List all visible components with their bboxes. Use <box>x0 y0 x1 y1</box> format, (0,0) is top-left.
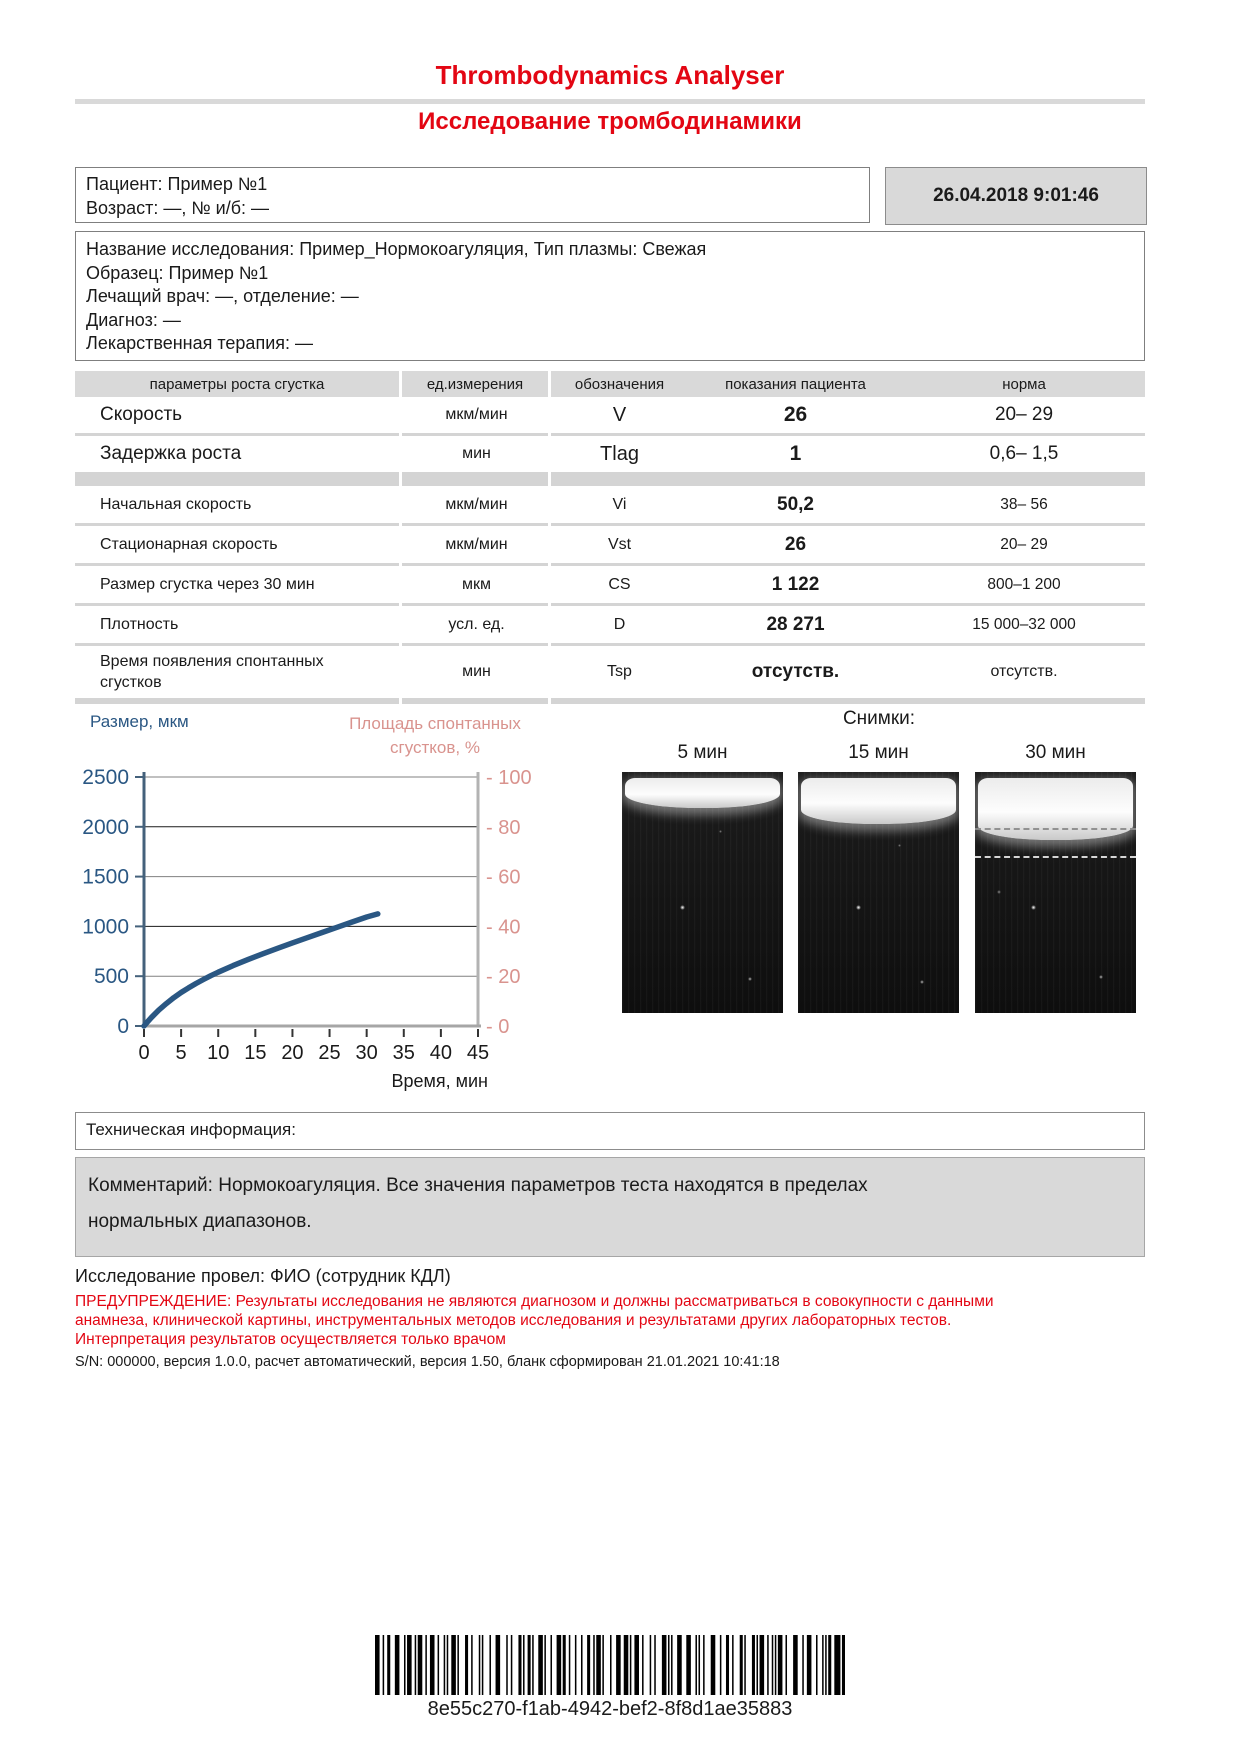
table-row <box>75 646 1145 698</box>
norm-cell: 15 000–32 000 <box>972 615 1076 633</box>
param-cell: Размер сгустка через 30 мин <box>100 575 315 593</box>
image-speckle <box>719 830 722 833</box>
norm-cell: 20– 29 <box>1000 535 1048 553</box>
snapshot-label-5min: 5 мин <box>677 742 728 763</box>
app-title: Thrombodynamics Analyser <box>435 60 785 90</box>
param-cell: Скорость <box>100 404 183 425</box>
operator-line: Исследование провел: ФИО (сотрудник КДЛ) <box>75 1266 451 1286</box>
clot-boundary-dashed-line <box>975 856 1136 858</box>
row-separator <box>75 698 1145 704</box>
results-table <box>75 371 1145 704</box>
value-cell: 1 <box>789 442 802 465</box>
study-datetime: 26.04.2018 9:01:46 <box>885 167 1147 225</box>
clot-band <box>801 778 956 824</box>
unit-cell: мин <box>462 445 491 462</box>
technical-info-box: Техническая информация: <box>75 1112 1145 1150</box>
column-header: показания пациента <box>688 371 903 397</box>
study-info-line: Диагноз: — <box>86 309 181 330</box>
table-row <box>75 606 1145 643</box>
image-speckle <box>898 844 901 847</box>
patient-age-line: Возраст: —, № и/б: — <box>86 198 270 218</box>
study-info-line: Образец: Пример №1 <box>86 262 269 283</box>
svg-text:45: 45 <box>466 1042 490 1064</box>
table-row <box>75 397 1145 433</box>
svg-text:1500: 1500 <box>82 865 129 889</box>
column-header: обозначения <box>551 371 688 397</box>
svg-text:2000: 2000 <box>82 815 129 839</box>
svg-text:20: 20 <box>281 1042 304 1064</box>
comment-text: Комментарий: Нормокоагуляция. Все значения параметров теста находятся в пределах нормальных диапазонов. <box>88 1175 868 1232</box>
row-separator <box>75 472 1145 486</box>
norm-cell: 20– 29 <box>994 404 1054 425</box>
param-cell: Стационарная скорость <box>100 535 278 553</box>
unit-cell: мкм/мин <box>445 406 508 423</box>
svg-text:1000: 1000 <box>82 915 129 939</box>
table-row <box>75 436 1145 472</box>
image-speckle <box>997 890 1001 894</box>
value-cell: 50,2 <box>777 493 814 515</box>
svg-text:15: 15 <box>244 1042 267 1064</box>
clot-boundary-dashed-line <box>975 828 1136 830</box>
study-info-line: Лекарственная терапия: — <box>86 333 313 353</box>
svg-text:- 40: - 40 <box>486 916 521 939</box>
norm-cell: 0,6– 1,5 <box>989 443 1059 464</box>
svg-text:- 80: - 80 <box>486 816 521 839</box>
study-info-line: Лечащий врач: —, отделение: — <box>86 286 359 306</box>
table-header-row <box>75 371 1145 397</box>
svg-text:- 100: - 100 <box>486 767 532 789</box>
param-cell: Задержка роста <box>100 443 242 464</box>
symbol-cell: CS <box>608 575 631 593</box>
value-cell: 26 <box>783 403 808 426</box>
title-divider <box>75 99 1145 104</box>
study-info-box <box>75 231 1145 361</box>
value-cell: 1 122 <box>771 573 820 595</box>
table-row <box>75 526 1145 563</box>
column-header: норма <box>903 371 1145 397</box>
symbol-cell: Vst <box>607 535 632 553</box>
column-header: параметры роста сгустка <box>75 371 402 397</box>
unit-cell: мкм <box>462 575 491 593</box>
image-speckle <box>856 905 861 910</box>
serial-version-line: S/N: 000000, версия 1.0.0, расчет автоматический, версия 1.50, бланк сформирован 21.01.2021 10:41:18 <box>75 1354 780 1370</box>
svg-text:- 60: - 60 <box>486 866 521 889</box>
param-cell: Начальная скорость <box>100 495 252 513</box>
symbol-cell: D <box>613 615 626 633</box>
unit-cell: мкм/мин <box>445 495 508 513</box>
snapshot-image-30min <box>975 772 1136 1013</box>
svg-text:0: 0 <box>138 1042 150 1064</box>
table-row <box>75 486 1145 523</box>
snapshots-title: Снимки: <box>842 708 916 729</box>
value-cell: 28 271 <box>766 613 825 635</box>
snapshot-image-5min <box>622 772 783 1013</box>
svg-text:25: 25 <box>318 1042 341 1064</box>
svg-text:5: 5 <box>175 1042 187 1064</box>
symbol-cell: Vi <box>612 495 627 513</box>
svg-text:500: 500 <box>93 965 129 989</box>
symbol-cell: Tsp <box>607 663 632 680</box>
norm-cell: 38– 56 <box>1000 495 1048 513</box>
clot-band <box>625 778 780 808</box>
svg-text:40: 40 <box>429 1042 453 1064</box>
barcode-text: 8e55c270-f1ab-4942-bef2-8f8d1ae35883 <box>427 1698 793 1720</box>
study-info-line: Название исследования: Пример_Нормокоагуляция, Тип плазмы: Свежая <box>86 239 707 259</box>
snapshot-image-15min <box>798 772 959 1013</box>
report-title: Исследование тромбодинамики <box>418 108 802 135</box>
svg-text:- 20: - 20 <box>486 966 521 989</box>
svg-text:2500: 2500 <box>82 766 129 789</box>
svg-text:Время, мин: Время, мин <box>391 1071 488 1091</box>
image-speckle <box>748 977 752 981</box>
comment-box <box>75 1157 1145 1257</box>
unit-cell: усл. ед. <box>448 615 505 633</box>
svg-text:35: 35 <box>392 1042 415 1064</box>
param-cell: Плотность <box>100 615 179 633</box>
image-speckle <box>1099 975 1103 979</box>
svg-text:10: 10 <box>207 1042 230 1064</box>
image-speckle <box>1031 905 1036 910</box>
right-axis-title: Площадь спонтанных сгустков, % <box>349 714 521 757</box>
norm-cell: отсутств. <box>990 663 1058 680</box>
value-cell: 26 <box>784 533 807 555</box>
barcode <box>375 1635 845 1695</box>
table-row <box>75 566 1145 603</box>
image-speckle <box>680 905 685 910</box>
growth-chart <box>75 762 615 1097</box>
column-header: ед.измерения <box>402 371 551 397</box>
patient-name-line: Пациент: Пример №1 <box>86 174 268 194</box>
symbol-cell: V <box>612 403 627 426</box>
svg-text:- 0: - 0 <box>486 1016 510 1038</box>
clot-band <box>978 778 1133 840</box>
snapshot-label-15min: 15 мин <box>848 742 909 763</box>
svg-text:0: 0 <box>117 1015 129 1038</box>
left-axis-title: Размер, мкм <box>90 712 189 731</box>
unit-cell: мкм/мин <box>445 535 508 553</box>
symbol-cell: Tlag <box>600 442 639 465</box>
norm-cell: 800–1 200 <box>987 575 1061 593</box>
image-speckle <box>920 980 924 984</box>
snapshot-label-30min: 30 мин <box>1025 742 1086 763</box>
warning-text: ПРЕДУПРЕЖДЕНИЕ: Результаты исследования не являются диагнозом и должны рассматриваться в совокупности с данными анамнеза, клинической картины, инструментальных методов исследования и результатами других лабораторных тестов. Интерпретация результатов осуществляется только врачом <box>75 1293 994 1348</box>
patient-info-box <box>75 167 870 223</box>
param-cell: Время появления спонтанных сгустков <box>100 653 324 691</box>
value-cell: отсутств. <box>751 661 840 682</box>
unit-cell: мин <box>462 663 491 680</box>
svg-text:30: 30 <box>355 1042 378 1064</box>
